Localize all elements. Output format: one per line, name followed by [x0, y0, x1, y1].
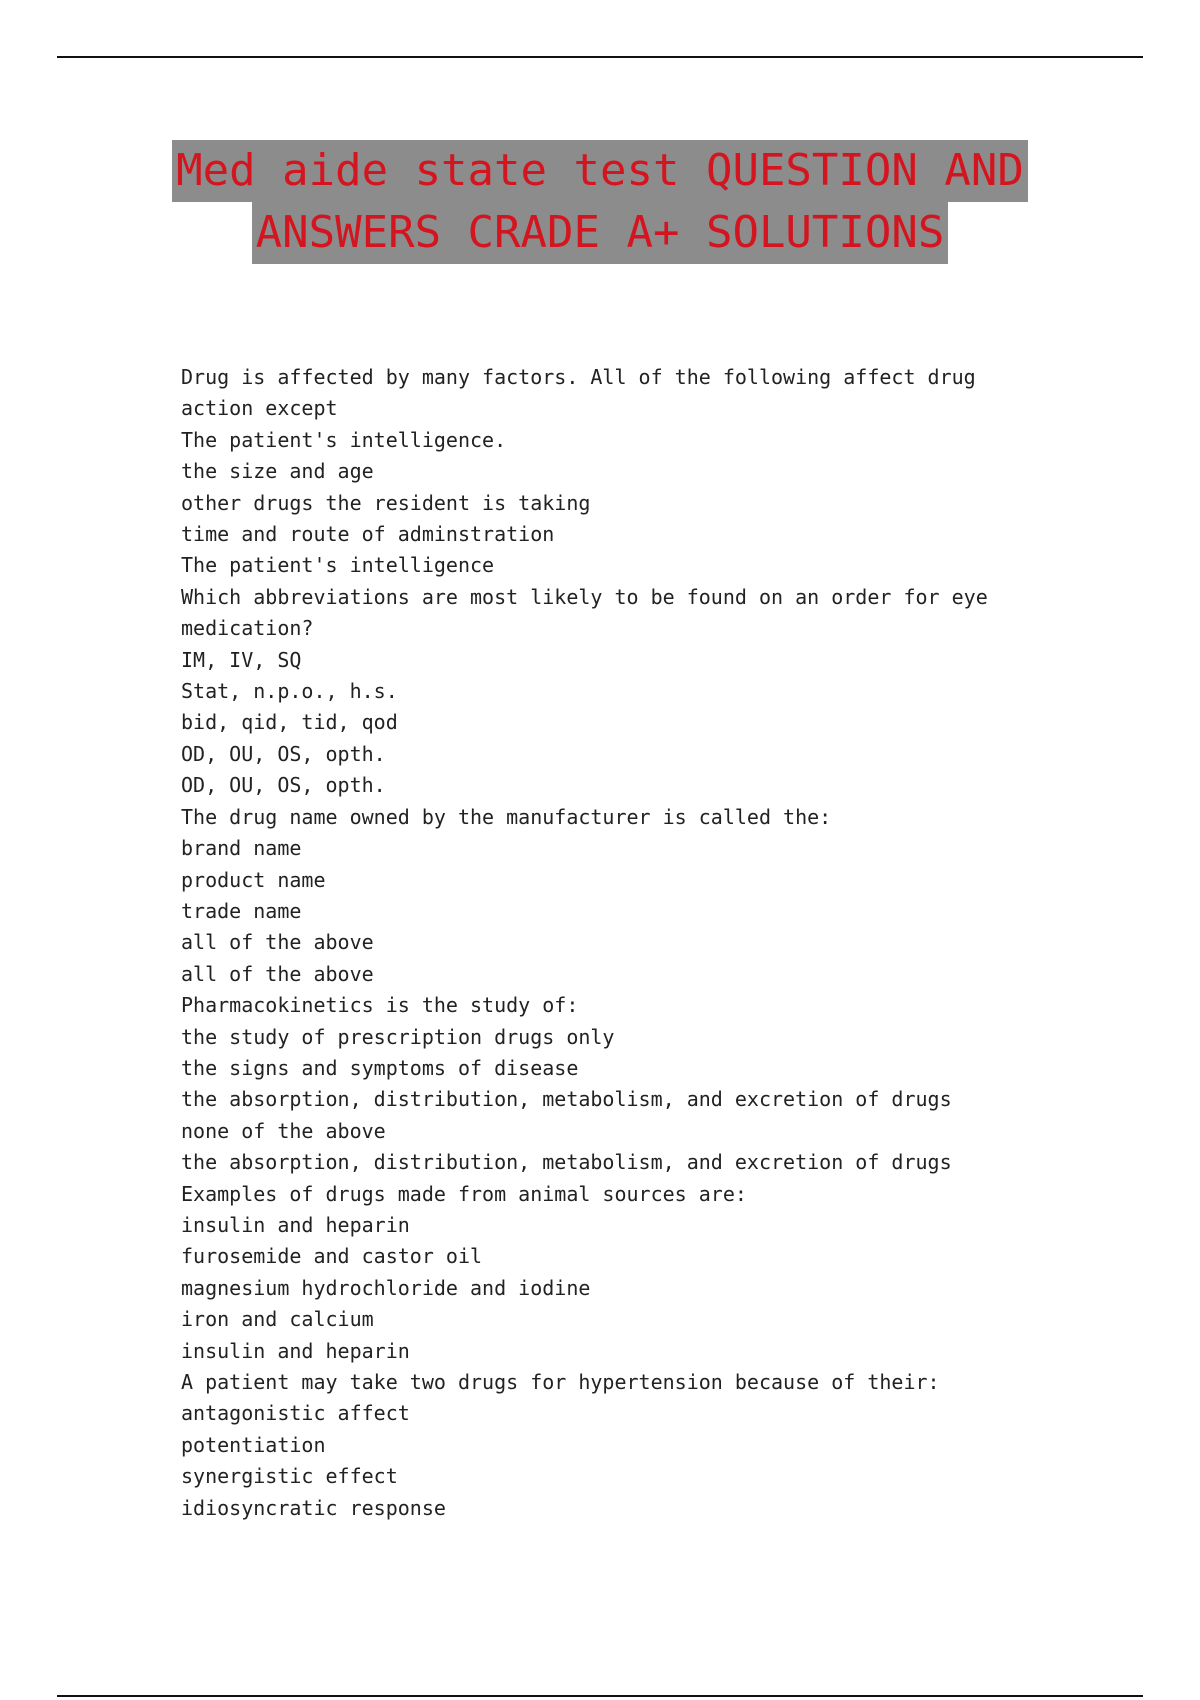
document-body — [181, 362, 1081, 1524]
text-line: time and route of adminstration — [181, 522, 555, 547]
text-line: the absorption, distribution, metabolism, and excretion of drugs — [181, 1150, 952, 1175]
text-line: Which abbreviations are most likely to be found on an order for eye — [181, 584, 988, 609]
text-line: medication? — [181, 616, 314, 641]
text-line: Stat, n.p.o., h.s. — [181, 679, 398, 704]
text-line: all of the above — [181, 961, 374, 986]
text-line: brand name — [181, 836, 302, 861]
text-line: action except — [181, 396, 338, 421]
text-line: Pharmacokinetics is the study of: — [181, 993, 579, 1018]
text-line: Drug is affected by many factors. All of the following affect drug — [181, 365, 976, 389]
text-line: trade name — [181, 898, 302, 923]
text-line: synergistic effect — [181, 1464, 398, 1489]
bottom-rule — [57, 1695, 1143, 1697]
text-line: idiosyncratic response — [181, 1495, 446, 1520]
text-line: the study of prescription drugs only — [181, 1024, 615, 1049]
text-line: the absorption, distribution, metabolism, and excretion of drugs — [181, 1087, 952, 1112]
text-line: antagonistic affect — [181, 1401, 410, 1426]
text-line: potentiation — [181, 1432, 326, 1457]
text-line: Examples of drugs made from animal sources are: — [181, 1181, 747, 1206]
text-line: The patient's intelligence. — [181, 427, 507, 452]
text-line: bid, qid, tid, qod — [181, 710, 398, 735]
text-line: OD, OU, OS, opth. — [181, 741, 386, 766]
text-line: the signs and symptoms of disease — [181, 1055, 579, 1080]
text-line: product name — [181, 867, 326, 892]
text-line: OD, OU, OS, opth. — [181, 773, 386, 798]
text-line: insulin and heparin — [181, 1338, 410, 1363]
top-rule — [57, 56, 1143, 58]
title-line-1: Med aide state test QUESTION AND — [172, 140, 1028, 202]
text-line: other drugs the resident is taking — [181, 490, 591, 515]
text-line: none of the above — [181, 1118, 386, 1143]
title-line-2: ANSWERS CRADE A+ SOLUTIONS — [252, 202, 949, 264]
text-line: all of the above — [181, 930, 374, 955]
text-line: insulin and heparin — [181, 1212, 410, 1237]
text-line: The drug name owned by the manufacturer is called the: — [181, 804, 832, 829]
text-line: magnesium hydrochloride and iodine — [181, 1275, 591, 1300]
text-line: iron and calcium — [181, 1307, 374, 1332]
text-line: furosemide and castor oil — [181, 1244, 483, 1269]
text-line: A patient may take two drugs for hypertension because of their: — [181, 1370, 940, 1394]
text-line: the size and age — [181, 459, 374, 484]
text-line: IM, IV, SQ — [181, 647, 302, 672]
document-title — [0, 140, 1200, 264]
text-line: The patient's intelligence — [181, 553, 495, 578]
